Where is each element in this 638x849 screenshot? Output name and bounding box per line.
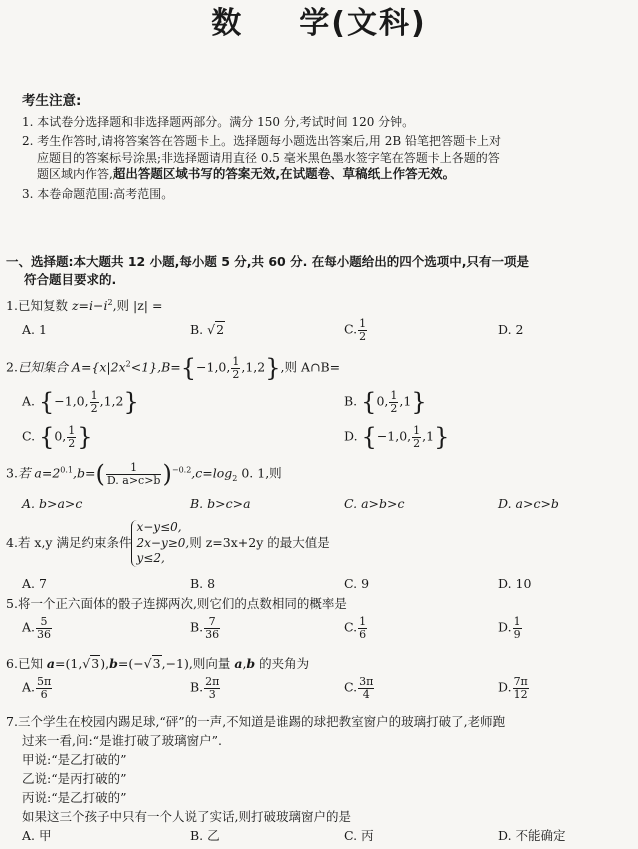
notice-title: 考生注意: [22,93,82,109]
q6-option-c[interactable]: C. $\frac{3\pi}{4}$ [344,675,374,701]
q3-option-b[interactable]: B. b>c>a [190,496,251,511]
q2-option-b[interactable]: B. {0, $\frac{1}{2}$ ,1} [344,388,427,417]
title-left: 数 [211,6,244,41]
q4-option-a[interactable]: A. 7 [22,576,47,591]
notice-item-3: 3. 本卷命题范围:高考范围。 [22,186,174,201]
q2-option-c[interactable]: C. {0, $\frac{1}{2}$ } [22,423,93,452]
q4-option-d[interactable]: D. 10 [498,576,532,591]
section-heading: 一、选择题:本大题共 12 小题,每小题 5 分,共 60 分. 在每小题给出的四个选项中,只有一项是 符合题目要求的. [6,254,529,288]
q7-question: 如果这三个孩子中只有一个人说了实话,则打破玻璃窗户的是 [22,809,351,824]
q7-statement-yi: 乙说:“是丙打破的” [22,771,127,786]
q7-statement-jia: 甲说:“是乙打破的” [22,752,127,767]
q3-option-d[interactable]: D. a>c>b [498,496,559,511]
notice-item-1: 1. 本试卷分选择题和非选择题两部分。满分 150 分,考试时间 120 分钟。 [22,115,415,130]
q7-statement-bing: 丙说:“是乙打破的” [22,790,127,805]
q1-option-a[interactable]: A. 1 [22,322,47,337]
q1-option-b[interactable]: B. √2 [190,322,225,337]
q6-option-d[interactable]: D. $\frac{7\pi}{12}$ [498,675,528,701]
q7-option-d[interactable]: D. 不能确定 [498,828,566,843]
question-3: 3.若 $a=2^{0.1},b=$( $\frac{1}{D. a>c>b}$ )$^{-0.2},c=\log_2$ 0. 1,则 [6,460,282,489]
question-2: 2.已知集合 $A=\{x|2x^2<1\},B=\{-1,0$, $\frac{1}{2}$ ,1,2},则 A∩B= [6,354,341,383]
q6-option-a[interactable]: A. $\frac{5\pi}{6}$ [22,675,52,701]
q4-option-c[interactable]: C. 9 [344,576,370,591]
q7-option-a[interactable]: A. 甲 [22,828,52,843]
q4-option-b[interactable]: B. 8 [190,576,216,591]
notice-bold-warning: 超出答题区域书写的答案无效,在试题卷、草稿纸上作答无效。 [112,165,456,181]
q5-option-a[interactable]: A. $\frac{5}{36}$ [22,615,52,641]
q5-option-d[interactable]: D. $\frac{1}{9}$ [498,615,521,641]
question-4: 4.若 x,y 满足约束条件 x−y≤0, 2x−y≥0, y≤2, 则 z=3x+2y 的最大值是 [6,520,330,566]
question-6: 6.已知 a=(1,√3),b=(−√3,−1),则向量 a,b 的夹角为 [6,656,310,671]
q5-option-b[interactable]: B. $\frac{7}{36}$ [190,615,220,641]
constraint-system: x−y≤0, 2x−y≥0, y≤2, [131,520,189,567]
q5-option-c[interactable]: C. $\frac{1}{6}$ [344,615,367,641]
notice-item-2: 2. 考生作答时,请将答案答在答题卡上。选择题每小题选出答案后,用 2B 铅笔把答题卡上对 应题目的答案标号涂黑;非选择题请用直径 0.5 毫米黑色墨水签字笔在答题卡上各题的答 题区域内作答,超出答题区域书写的答案无效,在试题卷、草稿纸上作答无效。 [22,134,501,181]
page-title [0,4,638,45]
q1-option-c[interactable]: C. $\frac{1}{2}$ [344,317,367,343]
q1-option-d[interactable]: D. 2 [498,322,524,337]
title-right: 学(文科) [299,6,427,41]
question-5: 5.将一个正六面体的骰子连掷两次,则它们的点数相同的概率是 [6,596,347,611]
q7-option-b[interactable]: B. 乙 [190,828,220,843]
notice-block [22,92,622,205]
q6-option-b[interactable]: B. $\frac{2\pi}{3}$ [190,675,220,701]
q7-line-2: 过来一看,问:“是谁打破了玻璃窗户”. [22,733,222,748]
q2-option-d[interactable]: D. {−1,0, $\frac{1}{2}$ ,1} [344,423,450,452]
q3-option-a[interactable]: A. b>a>c [22,496,83,511]
q3-option-c[interactable]: C. a>b>c [344,496,405,511]
question-7: 7.三个学生在校园内踢足球,“砰”的一声,不知道是谁踢的球把教室窗户的玻璃打破了,老师跑 [6,714,506,729]
question-1: 1.已知复数 $z=i-i^2$,则 |z| = [6,298,163,314]
q2-option-a[interactable]: A. {−1,0, $\frac{1}{2}$ ,1,2} [22,388,139,417]
q7-option-c[interactable]: C. 丙 [344,828,374,843]
